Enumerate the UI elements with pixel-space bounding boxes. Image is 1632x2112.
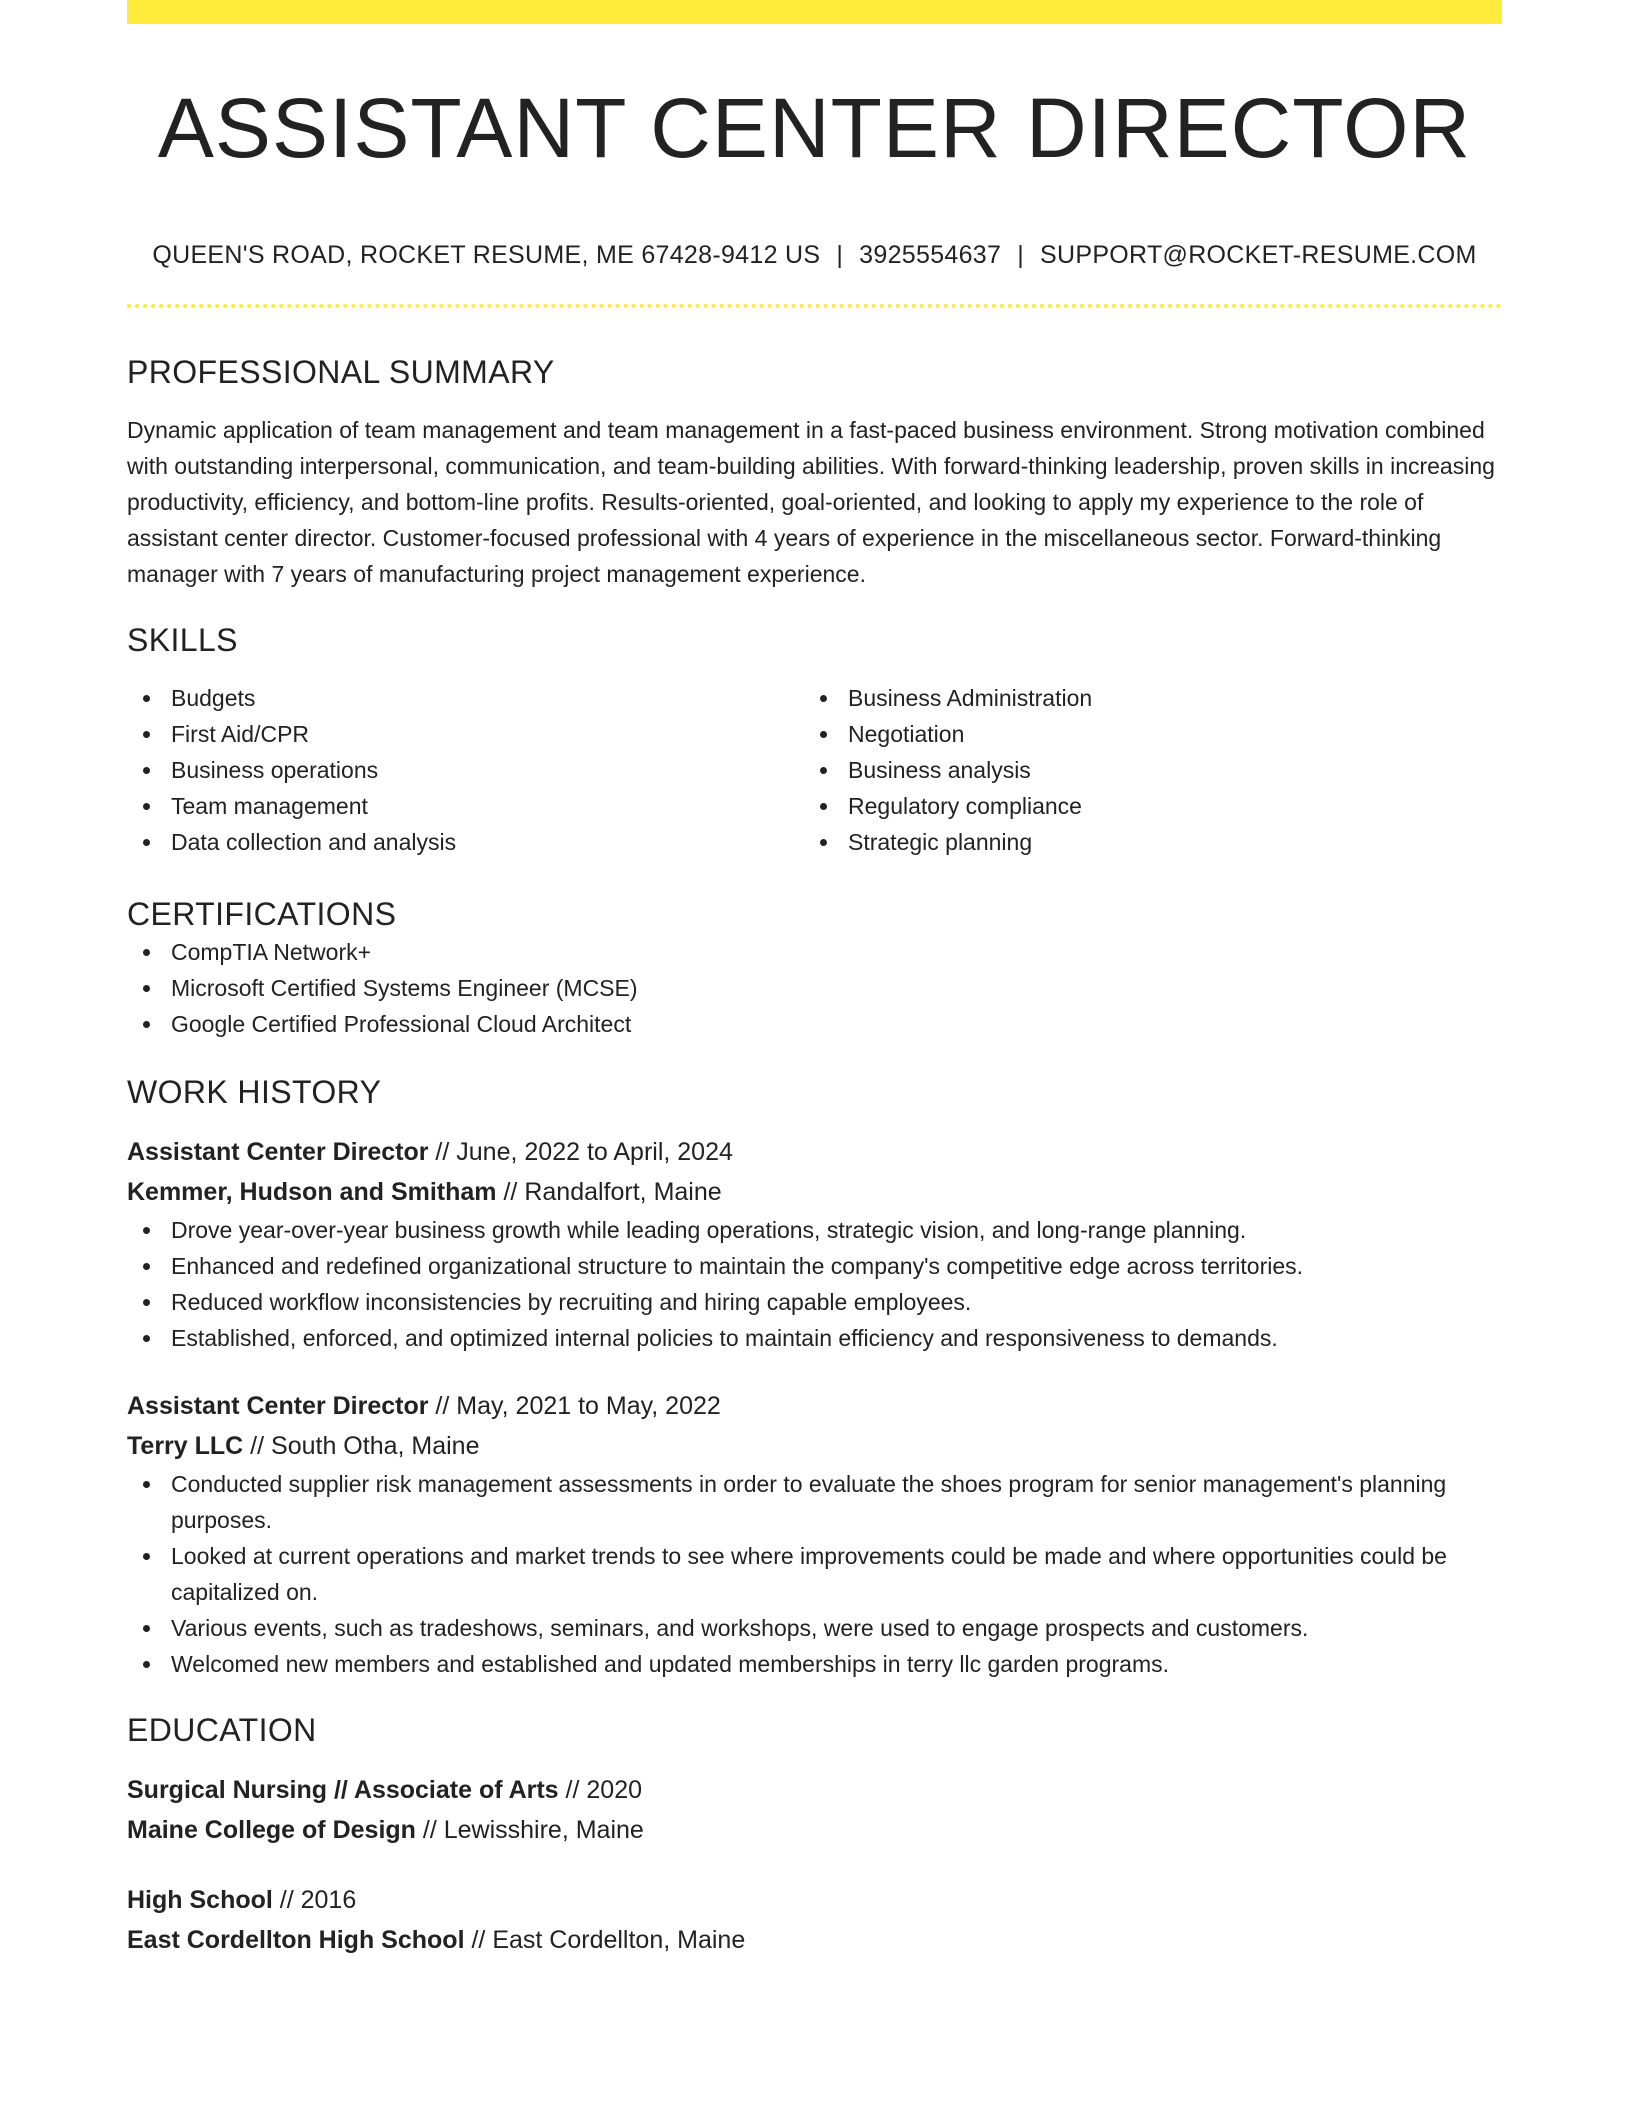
job-location: Randalfort, Maine [524,1178,722,1206]
job-duty: Drove year-over-year business growth while leading operations, strategic vision, and long-range planning. [127,1212,1502,1248]
school: Maine College of Design [127,1816,416,1844]
certifications-heading: CERTIFICATIONS [127,896,397,932]
job-role: Assistant Center Director [127,1138,429,1166]
degree-line [127,1880,1502,1920]
skills-list-right [804,680,1481,860]
bullet-dot [143,1481,150,1488]
skills-column-left [127,680,804,860]
school-line [127,1920,1502,1960]
bullet-dot [820,767,827,774]
skill-item: Data collection and analysis [127,824,804,860]
separator: // [496,1178,525,1206]
bullet-dot [143,1661,150,1668]
job-duty: Looked at current operations and market trends to see where improvements could be made and where opportunities could be capitalized on. [127,1538,1502,1610]
skill-item: Team management [127,788,804,824]
job-location: South Otha, Maine [271,1432,480,1460]
skill-item: Business analysis [804,752,1481,788]
contact-line [127,240,1502,270]
separator: // [428,1138,457,1166]
job-title-line [127,1386,1502,1426]
job-duty: Conducted supplier risk management assessments in order to evaluate the shoes program for senior management's planning purposes. [127,1466,1502,1538]
job-duty: Reduced workflow inconsistencies by recruiting and hiring capable employees. [127,1284,1502,1320]
graduation-year: 2020 [586,1776,643,1804]
summary-heading: PROFESSIONAL SUMMARY [127,354,555,390]
separator: // [558,1776,587,1804]
separator: // [464,1926,493,1954]
separator: // [415,1816,444,1844]
contact-address: QUEEN'S ROAD, ROCKET RESUME, ME 67428-9412 US [152,241,821,269]
skills-list-left [127,680,804,860]
separator: // [272,1886,301,1914]
candidate-title: ASSISTANT CENTER DIRECTOR [157,81,1472,175]
skill-item: Negotiation [804,716,1481,752]
dotted-divider [127,304,1502,308]
skill-item: Business Administration [804,680,1481,716]
bullet-dot [143,1021,150,1028]
skill-item: Strategic planning [804,824,1481,860]
resume-page [127,0,1502,1960]
bullet-dot [143,1263,150,1270]
certification-item: Google Certified Professional Cloud Architect [127,1006,1502,1042]
skills-column-right [804,680,1481,860]
bullet-dot [820,695,827,702]
skill-item: Regulatory compliance [804,788,1481,824]
contact-phone: 3925554637 [859,241,1002,269]
job-role: Assistant Center Director [127,1392,429,1420]
bullet-dot [143,949,150,956]
job-dates: May, 2021 to May, 2022 [456,1392,721,1420]
contact-email[interactable]: SUPPORT@ROCKET-RESUME.COM [1040,241,1477,269]
job-entry [127,1386,1502,1682]
skill-item: Business operations [127,752,804,788]
bullet-dot [143,1335,150,1342]
job-entry [127,1132,1502,1356]
job-duty: Established, enforced, and optimized internal policies to maintain efficiency and responsiveness to demands. [127,1320,1502,1356]
contact-separator: | [836,241,844,269]
bullet-dot [143,1553,150,1560]
education-entry [127,1770,1502,1850]
bullet-dot [143,695,150,702]
bullet-dot [143,1299,150,1306]
job-dates: June, 2022 to April, 2024 [456,1138,733,1166]
skill-item: First Aid/CPR [127,716,804,752]
skills-grid [127,680,1502,860]
bullet-dot [820,839,827,846]
education-entry [127,1880,1502,1960]
school-line [127,1810,1502,1850]
job-company: Kemmer, Hudson and Smitham [127,1178,497,1206]
job-duties-list [127,1466,1502,1682]
graduation-year: 2016 [300,1886,357,1914]
job-company: Terry LLC [127,1432,244,1460]
school-location: East Cordellton, Maine [492,1926,746,1954]
contact-separator: | [1017,241,1025,269]
accent-bar [127,0,1502,24]
bullet-dot [143,839,150,846]
summary-text: Dynamic application of team management and team management in a fast-paced business environment. Strong motivation combined with outstanding interpersonal, communication, and team-building abilities. With forward-thinking leadership, proven skills in increasing productivity, efficiency, and bottom-line profits. Results-oriented, goal-oriented, and looking to apply my experience to the role of assistant center director. Customer-focused professional with 4 years of experience in the miscellaneous sector. Forward-thinking manager with 7 years of manufacturing project management experience. [127,417,1495,587]
bullet-dot [143,985,150,992]
work-history-heading: WORK HISTORY [127,1074,382,1110]
job-title-line [127,1132,1502,1172]
certification-item: CompTIA Network+ [127,934,1502,970]
bullet-dot [143,803,150,810]
separator: // [428,1392,457,1420]
bullet-dot [143,1625,150,1632]
job-duty: Welcomed new members and established and updated memberships in terry llc garden programs. [127,1646,1502,1682]
skills-heading: SKILLS [127,622,238,658]
skill-item: Budgets [127,680,804,716]
job-company-line [127,1426,1502,1466]
separator: // [243,1432,272,1460]
job-duty: Various events, such as tradeshows, seminars, and workshops, were used to engage prospects and customers. [127,1610,1502,1646]
certification-item: Microsoft Certified Systems Engineer (MCSE) [127,970,1502,1006]
school-location: Lewisshire, Maine [443,1816,644,1844]
degree: Surgical Nursing // Associate of Arts [127,1776,559,1804]
job-duty: Enhanced and redefined organizational structure to maintain the company's competitive edge across territories. [127,1248,1502,1284]
job-company-line [127,1172,1502,1212]
bullet-dot [143,731,150,738]
certifications-list [127,934,1502,1042]
education-heading: EDUCATION [127,1712,317,1748]
job-duties-list [127,1212,1502,1356]
degree: High School [127,1886,273,1914]
bullet-dot [143,767,150,774]
school: East Cordellton High School [127,1926,465,1954]
degree-line [127,1770,1502,1810]
bullet-dot [820,731,827,738]
bullet-dot [143,1227,150,1234]
bullet-dot [820,803,827,810]
